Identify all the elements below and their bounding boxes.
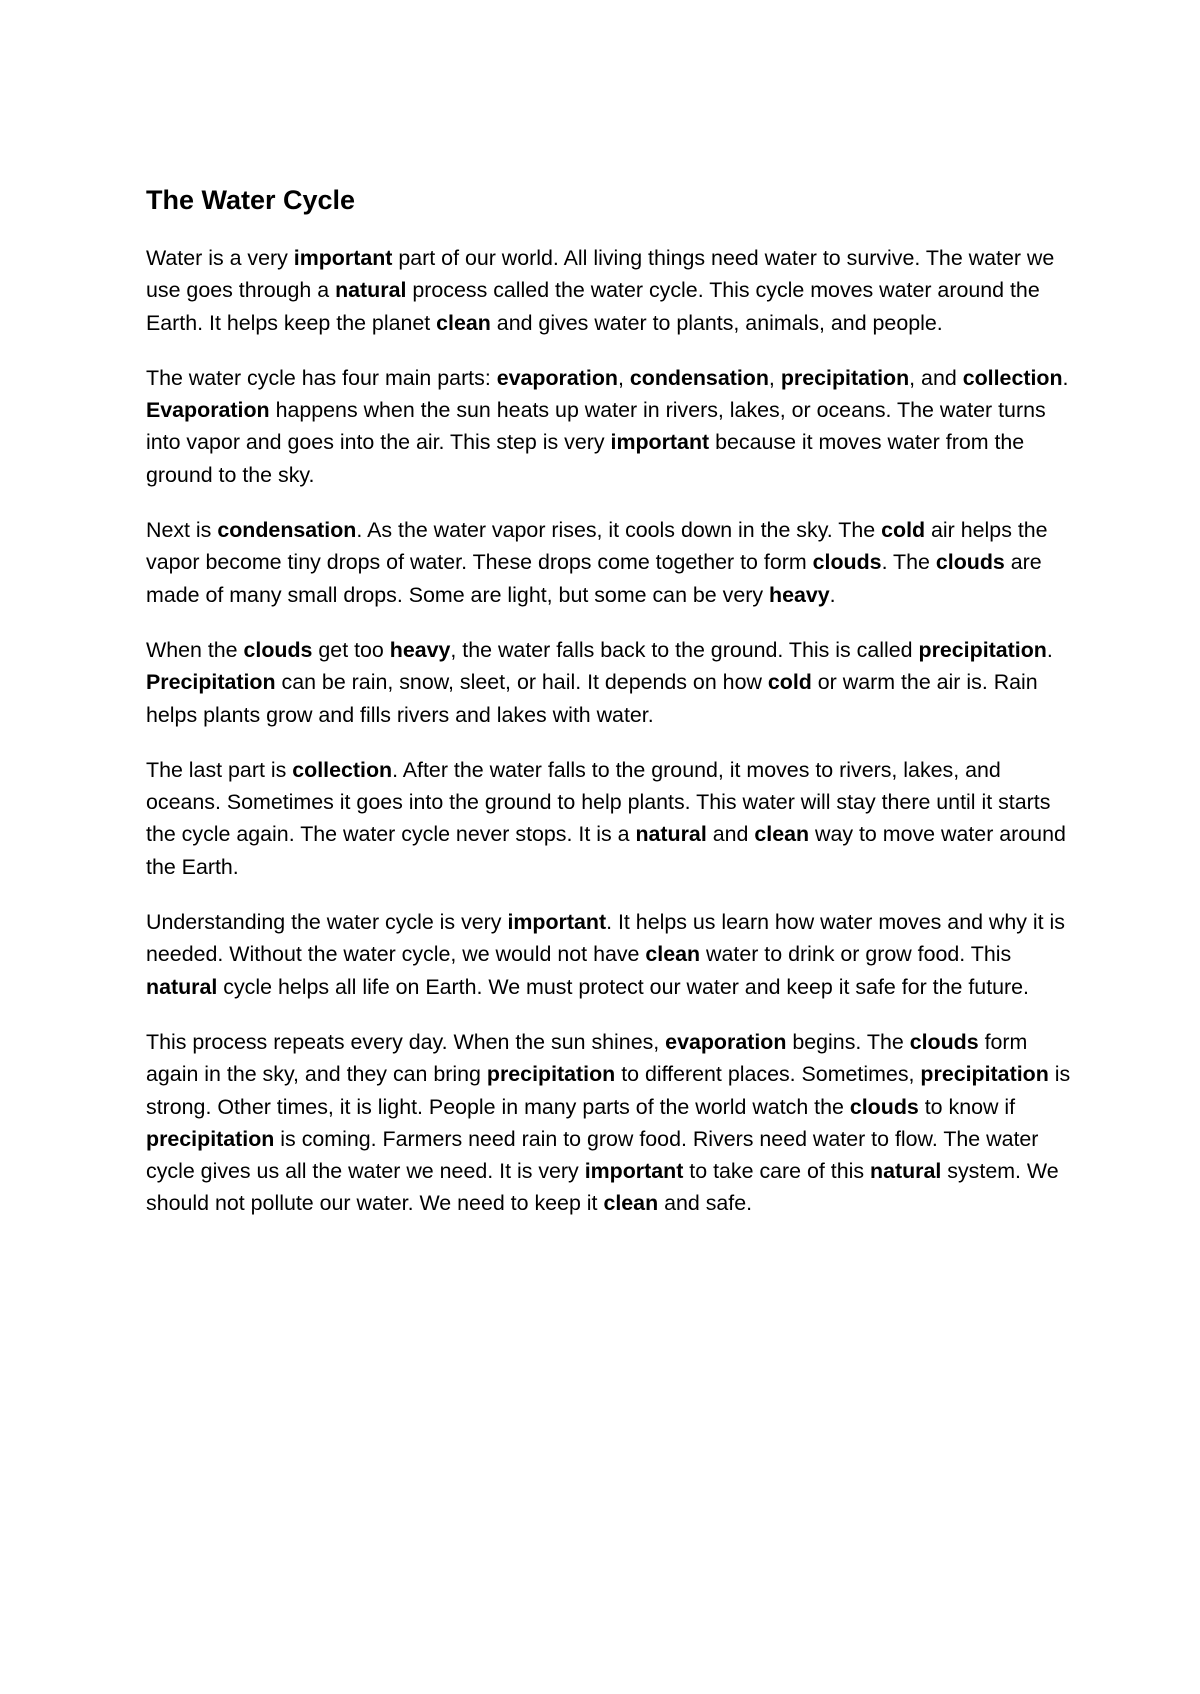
bold-keyword: clean <box>436 310 491 335</box>
bold-keyword: condensation <box>629 365 769 390</box>
text-run: , <box>617 365 630 390</box>
bold-keyword: condensation <box>217 518 357 543</box>
text-run: Water is a very <box>146 246 294 270</box>
bold-keyword: precipitation <box>920 1062 1049 1087</box>
text-run: , <box>768 365 781 390</box>
text-run: The last part is <box>146 757 293 782</box>
bold-keyword: important <box>507 910 607 935</box>
paragraph <box>146 362 1076 491</box>
text-run: , the water falls back to the ground. This is called <box>450 637 919 662</box>
bold-keyword: evaporation <box>496 365 618 390</box>
bold-keyword: heavy <box>769 582 830 607</box>
text-run: is strong. Other times, it is light. People in many parts of the world watch the <box>146 1062 1071 1119</box>
bold-keyword: clouds <box>909 1029 979 1054</box>
text-run: . The <box>881 550 936 575</box>
bold-keyword: Evaporation <box>146 398 270 423</box>
bold-keyword: cold <box>881 518 926 543</box>
bold-keyword: clouds <box>849 1094 919 1119</box>
bold-keyword: collection <box>292 757 393 782</box>
bold-keyword: important <box>584 1159 684 1184</box>
paragraph <box>146 514 1076 611</box>
text-run: . It helps us learn how water moves and why it is needed. Without the water cycle, we would not have <box>146 910 1065 967</box>
bold-keyword: natural <box>146 974 218 999</box>
bold-keyword: clouds <box>243 637 313 662</box>
bold-keyword: natural <box>635 822 707 847</box>
text-run: system. We should not pollute our water. We need to keep it <box>146 1159 1059 1216</box>
text-run: . <box>829 582 836 607</box>
bold-keyword: precipitation <box>146 1126 275 1151</box>
bold-keyword: precipitation <box>918 637 1047 662</box>
text-run: begins. The <box>786 1029 910 1054</box>
text-run: . <box>1046 637 1053 662</box>
bold-keyword: natural <box>335 278 407 303</box>
bold-keyword: important <box>610 430 710 455</box>
bold-keyword: cold <box>767 670 812 695</box>
text-run: part of our world. All living things need water to survive. The water we use goes through a <box>146 246 1055 303</box>
text-run: or warm the air is. Rain helps plants grow and fills rivers and lakes with water. <box>146 670 1038 727</box>
text-run: can be rain, snow, sleet, or hail. It depends on how <box>275 670 768 695</box>
paragraph <box>146 1026 1076 1220</box>
text-run: . As the water vapor rises, it cools down in the sky. The <box>356 518 882 543</box>
text-run: This process repeats every day. When the sun shines, <box>146 1029 666 1054</box>
text-run: to take care of this <box>683 1159 871 1184</box>
text-run: get too <box>312 637 390 662</box>
bold-keyword: clouds <box>935 550 1005 575</box>
bold-keyword: clean <box>603 1191 659 1216</box>
text-run: form again in the sky, and they can bring <box>146 1029 1028 1087</box>
bold-keyword: collection <box>962 365 1063 390</box>
paragraph <box>146 754 1076 883</box>
text-run: Next is <box>146 518 218 543</box>
bold-keyword: clean <box>754 822 810 847</box>
text-run: to know if <box>918 1094 1016 1119</box>
paragraph <box>146 242 1076 339</box>
text-run: cycle helps all life on Earth. We must protect our water and keep it safe for the future. <box>217 974 1029 999</box>
document-body <box>146 242 1076 1220</box>
bold-keyword: precipitation <box>780 365 910 390</box>
text-run: water to drink or grow food. This <box>700 942 1012 967</box>
text-run: is coming. Farmers need rain to grow food. Rivers need water to flow. The water cycle gives us all the water we need. It is very <box>146 1126 1039 1184</box>
bold-keyword: evaporation <box>665 1029 787 1054</box>
text-run: to different places. Sometimes, <box>615 1062 921 1087</box>
bold-keyword: clean <box>645 942 701 967</box>
bold-keyword: Precipitation <box>146 670 276 695</box>
bold-keyword: precipitation <box>486 1062 616 1087</box>
paragraph <box>146 634 1076 731</box>
text-run: When the <box>146 637 244 662</box>
text-run: , and <box>909 365 963 390</box>
text-run: and safe. <box>658 1191 753 1216</box>
text-run: air helps the vapor become tiny drops of water. These drops come together to form <box>146 518 1048 575</box>
text-run: happens when the sun heats up water in rivers, lakes, or oceans. The water turns into vapor and goes into the air. This step is very <box>146 398 1046 455</box>
text-run: and gives water to plants, animals, and people. <box>490 310 943 335</box>
text-run: . <box>1062 365 1069 390</box>
document-page <box>146 184 1076 1243</box>
bold-keyword: heavy <box>389 637 451 662</box>
bold-keyword: important <box>293 246 393 270</box>
text-run: and <box>706 822 755 847</box>
bold-keyword: natural <box>870 1159 942 1184</box>
bold-keyword: clouds <box>812 550 882 575</box>
paragraph <box>146 906 1076 1003</box>
text-run: are made of many small drops. Some are light, but some can be very <box>146 550 1042 607</box>
text-run: . After the water falls to the ground, it moves to rivers, lakes, and oceans. Sometimes it goes into the ground to help plants. This water will stay there until it starts the cycle again. The water cycle never stops. It is a <box>146 757 1051 847</box>
text-run: Understanding the water cycle is very <box>146 910 508 935</box>
text-run: because it moves water from the ground to the sky. <box>146 430 1025 487</box>
text-run: The water cycle has four main parts: <box>146 365 497 390</box>
text-run: way to move water around the Earth. <box>146 822 1066 879</box>
text-run: process called the water cycle. This cycle moves water around the Earth. It helps keep the planet <box>146 278 1040 335</box>
document-title: The Water Cycle <box>146 185 356 215</box>
